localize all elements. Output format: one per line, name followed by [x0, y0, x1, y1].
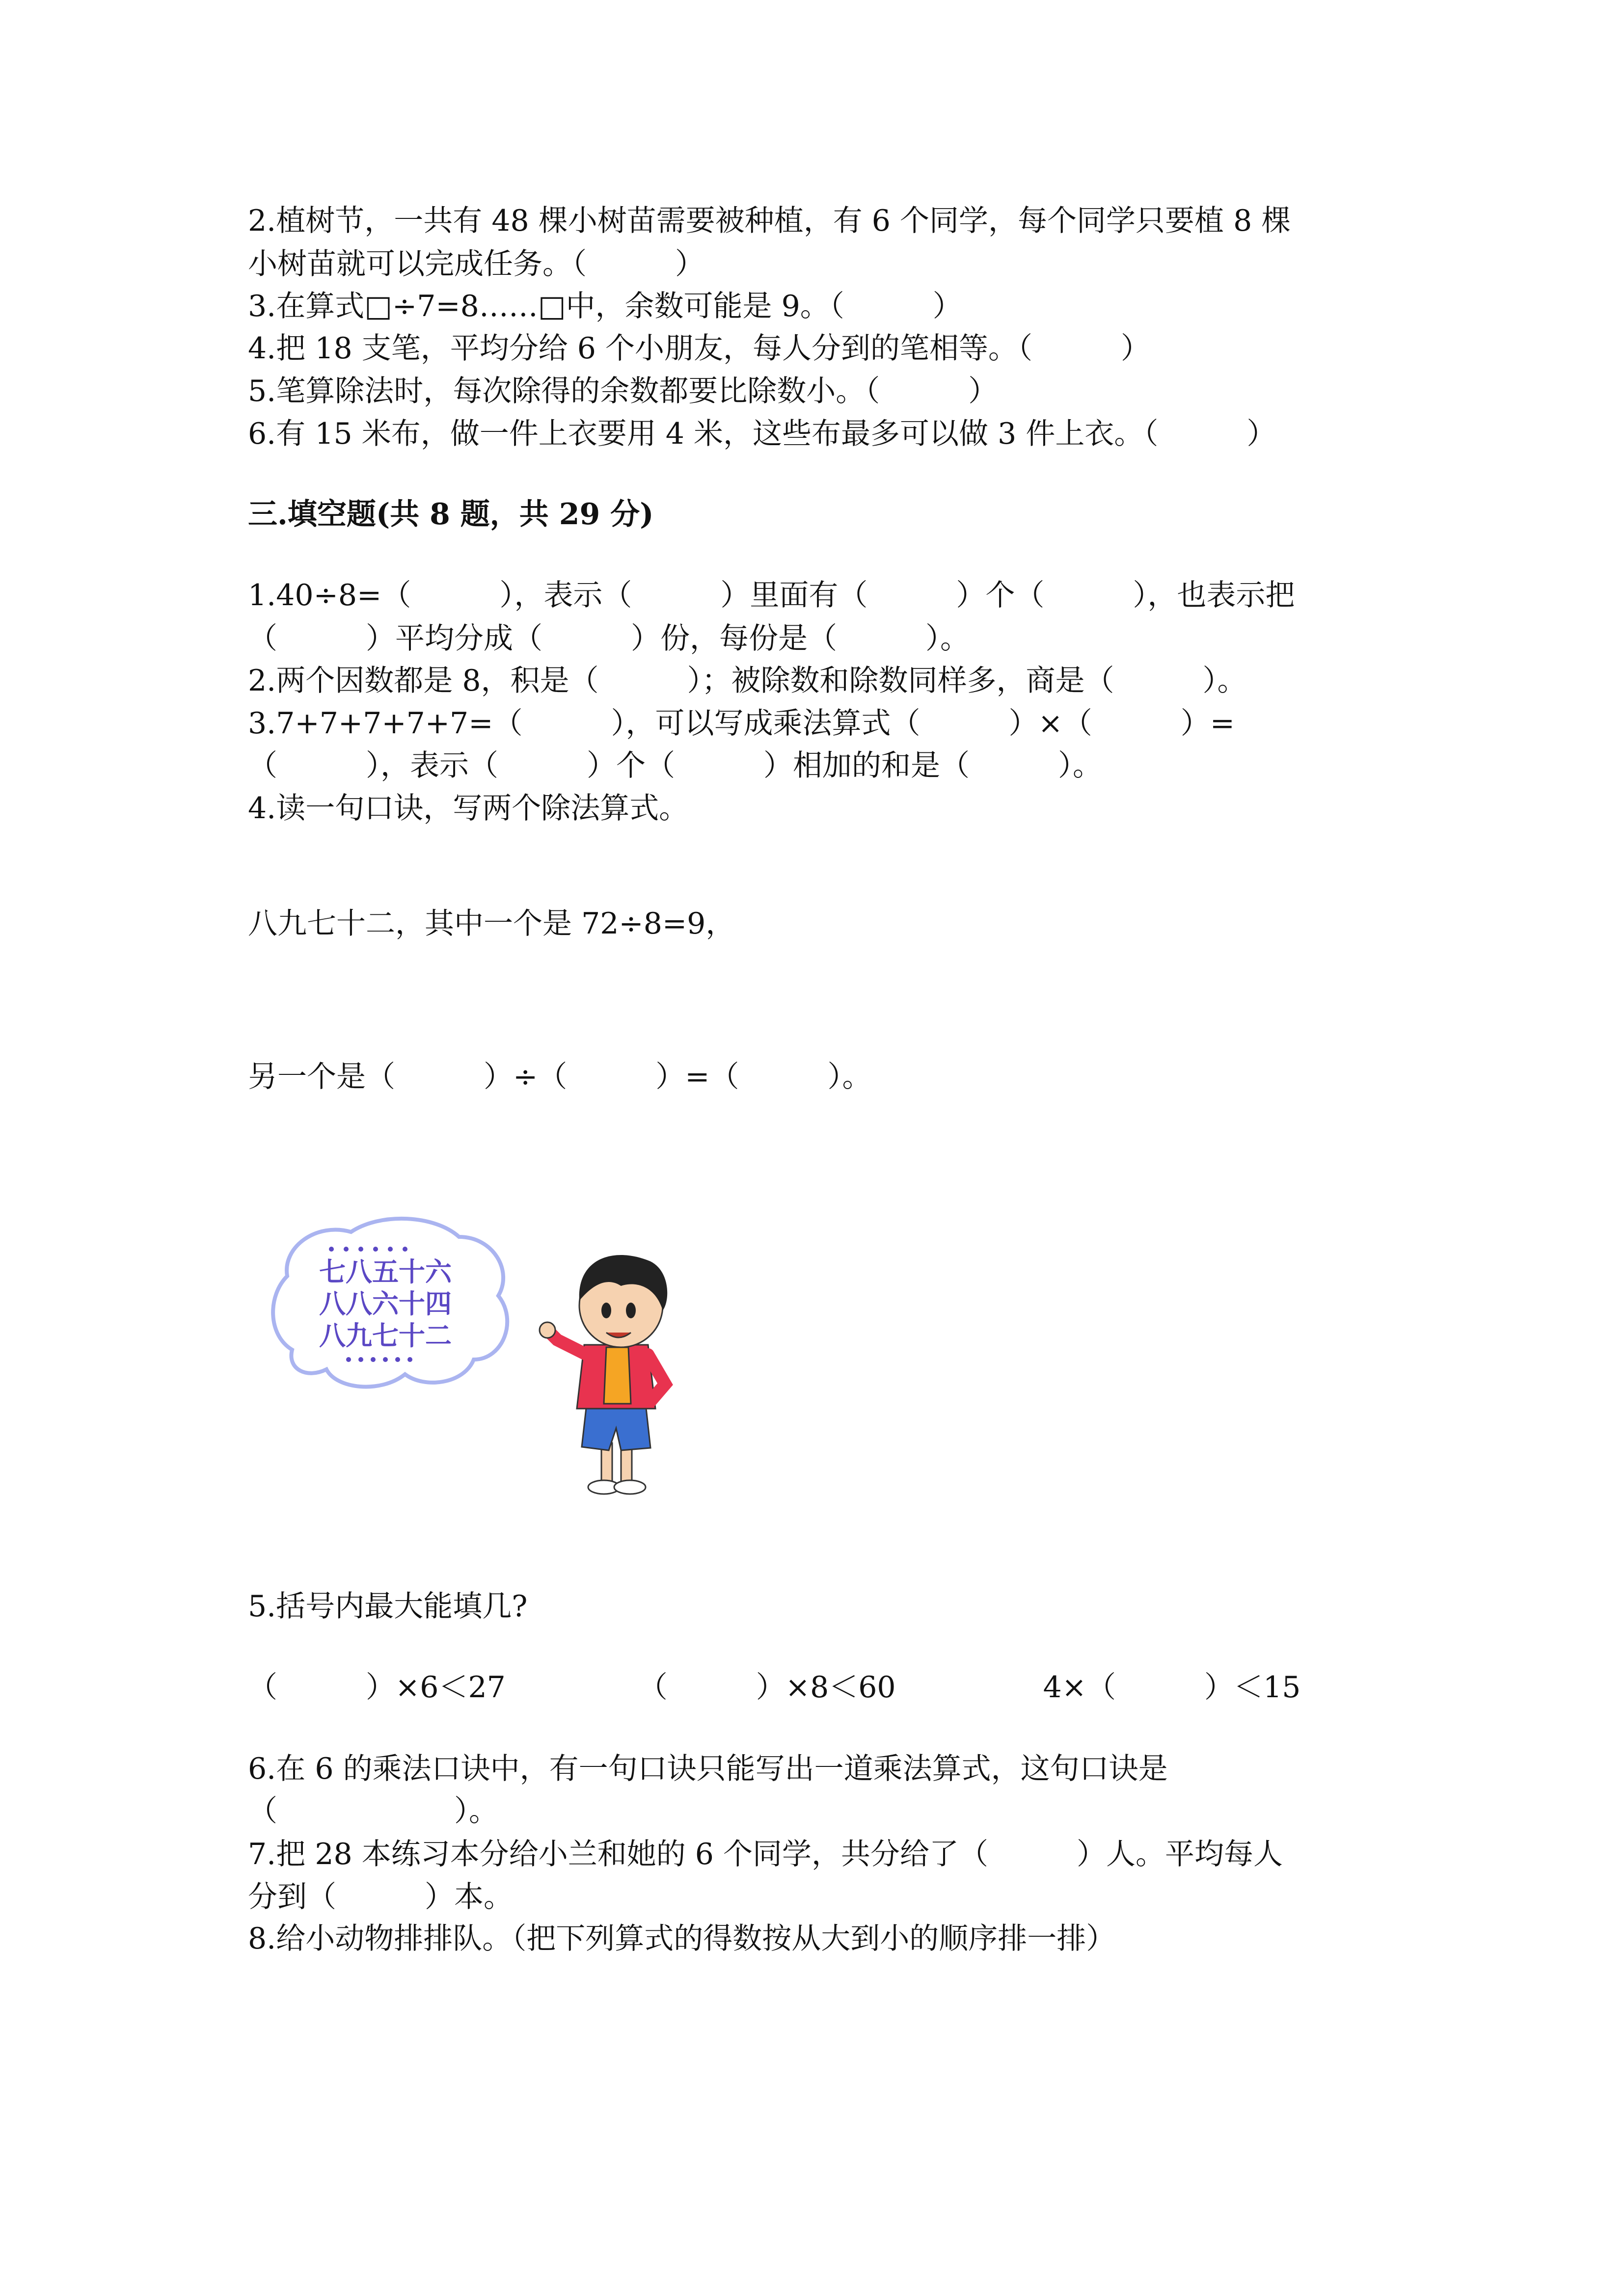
fill-q6-line-1: 6.在 6 的乘法口诀中，有一句口诀只能写出一道乘法算式，这句口诀是 [248, 1752, 1168, 1786]
fill-q5-items: （ ）×6＜27 （ ）×8＜60 4×（ ）＜15 [248, 1670, 1301, 1705]
fill-q5: 5.括号内最大能填几? [248, 1589, 528, 1624]
fill-q7-line-2: 分到（ ）本。 [248, 1880, 513, 1914]
bubble-line-2: 八八六十四 [319, 1288, 452, 1319]
question-5: 5.笔算除法时，每次除得的余数都要比除数小。（ ） [248, 374, 998, 408]
boy-figure [540, 1255, 667, 1494]
fill-q2: 2.两个因数都是 8，积是（ ）；被除数和除数同样多，商是（ ）。 [248, 664, 1247, 698]
question-4: 4.把 18 支笔，平均分给 6 个小朋友，每人分到的笔相等。（ ） [248, 331, 1151, 366]
fill-q3-line-2: （ ），表示（ ）个（ ）相加的和是（ ）。 [248, 748, 1102, 783]
boy-illustration [263, 1212, 704, 1507]
fill-q8: 8.给小动物排排队。（把下列算式的得数按从大到小的顺序排一排） [248, 1922, 1116, 1956]
fill-q1-line-1: 1.40÷8=（ ），表示（ ）里面有（ ）个（ ），也表示把 [248, 578, 1295, 613]
fill-q4: 4.读一句口诀，写两个除法算式。 [248, 791, 689, 826]
fill-q7-line-1: 7.把 28 本练习本分给小兰和她的 6 个同学，共分给了（ ）人。平均每人 [248, 1837, 1283, 1871]
fill-q6-line-2: （ ）。 [248, 1794, 498, 1828]
section-heading: 三.填空题(共 8 题，共 29 分) [248, 497, 654, 532]
fill-q4-answer: 另一个是（ ）÷（ ）=（ ）。 [248, 1060, 872, 1094]
fill-q4-example: 八九七十二，其中一个是 72÷8=9， [248, 907, 735, 941]
bubble-line-1: 七八五十六 [319, 1256, 452, 1287]
question-2-line-1: 2.植树节，一共有 48 棵小树苗需要被种植，有 6 个同学，每个同学只要植 8 棵 [248, 204, 1291, 238]
question-2-line-2: 小树苗就可以完成任务。（ ） [248, 247, 704, 281]
bubble-line-3: 八九七十二 [319, 1320, 452, 1351]
question-6: 6.有 15 米布，做一件上衣要用 4 米，这些布最多可以做 3 件上衣。（ ） [248, 417, 1276, 451]
thought-bubble [273, 1219, 507, 1387]
fill-q3-line-1: 3.7+7+7+7+7=（ ），可以写成乘法算式（ ）×（ ）= [248, 706, 1235, 741]
question-3: 3.在算式□÷7=8……□中，余数可能是 9。（ ） [248, 289, 962, 323]
fill-q1-line-2: （ ）平均分成（ ）份，每份是（ ）。 [248, 621, 970, 656]
